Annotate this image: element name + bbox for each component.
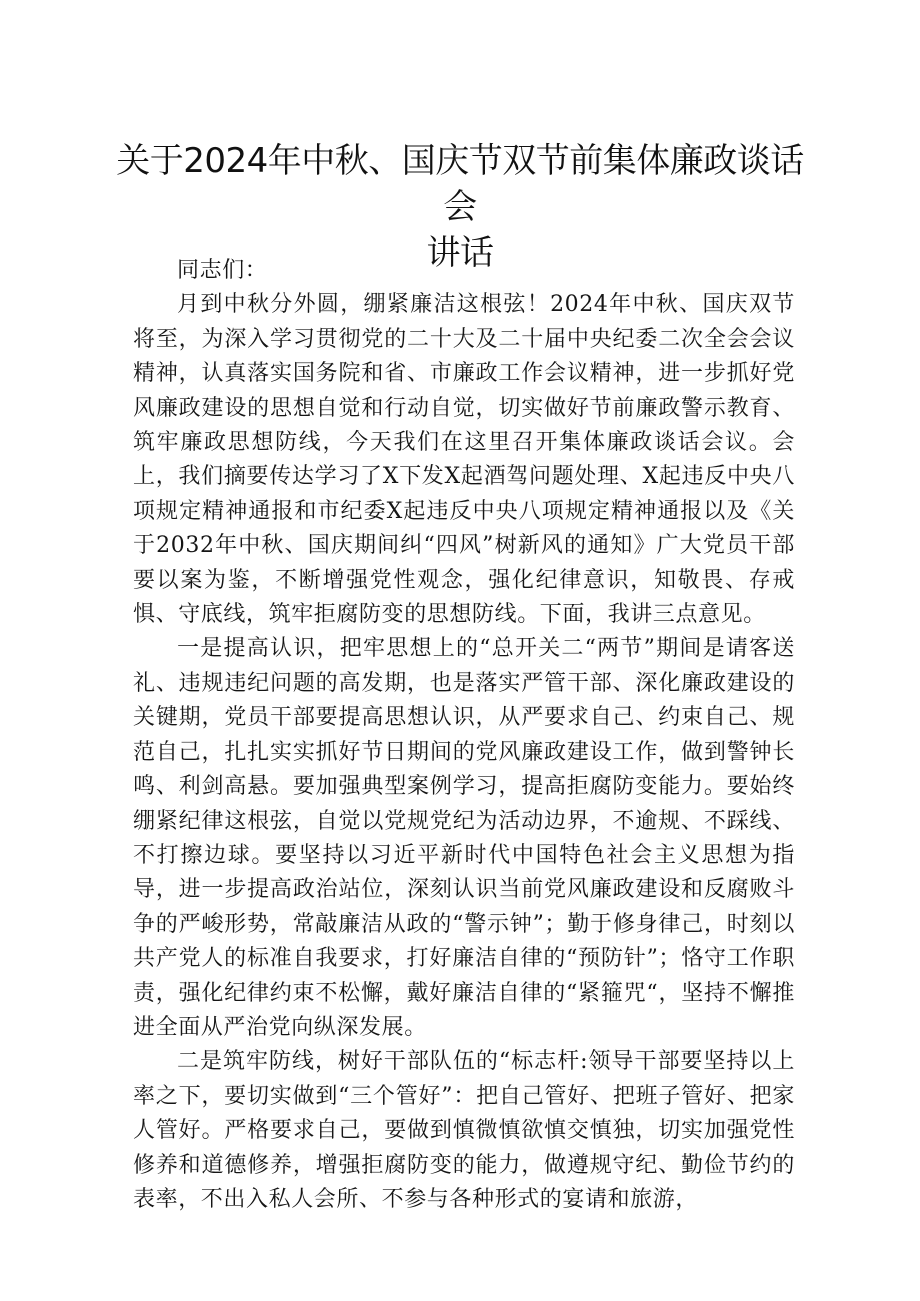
body-paragraph-1: 月到中秋分外圆，绷紧廉洁这根弦！2024年中秋、国庆双节将至，为深入学习贯彻党的二十大及二十届中央纪委二次全会会议精神，认真落实国务院和省、市廉政工作会议精神，进一步抓好党风廉政建设的思想自觉和行动自觉，切实做好节前廉政警示教育、筑牢廉政思想防线，今天我们在这里召开集体廉政谈话会议。会上，我们摘要传达学习了X下发X起酒驾问题处理、X起违反中央八项规定精神通报和市纪委X起违反中央八项规定精神通报以及《关于2032年中秋、国庆期间纠“四风”树新风的通知》广大党员干部要以案为鉴，不断增强党性观念，强化纪律意识，知敬畏、存戒惧、守底线，筑牢拒腐防变的思想防线。下面，我讲三点意见。 [133, 292, 795, 628]
salutation: 同志们： [177, 258, 268, 283]
title-line-2: 讲话 [426, 233, 494, 273]
document-body [133, 254, 795, 1217]
body-paragraph-2: 一是提高认识，把牢思想上的“总开关二“两节”期间是请客送礼、违规违纪问题的高发期，也是落实严管干部、深化廉政建设的关键期，党员干部要提高思想认识，从严要求自己、约束自己、规范自己，扎扎实实抓好节日期间的党风廉政建设工作，做到警钟长鸣、利剑高悬。要加强典型案例学习，提高拒腐防变能力。要始终绷紧纪律这根弦，自觉以党规党纪为活动边界，不逾规、不踩线、不打擦边球。要坚持以习近平新时代中国特色社会主义思想为指导，进一步提高政治站位，深刻认识当前党风廉政建设和反腐败斗争的严峻形势，常敲廉洁从政的“警示钟”；勤于修身律己，时刻以共产党人的标准自我要求，打好廉洁自律的“预防针”；恪守工作职责，强化纪律约束不松懈，戴好廉洁自律的“紧箍咒“，坚持不懈推进全面从严治党向纵深发展。 [133, 636, 795, 1040]
body-paragraph-3: 二是筑牢防线，树好干部队伍的“标志杆:领导干部要坚持以上率之下，要切实做到“三个管好”：把自己管好、把班子管好、把家人管好。严格要求自己，要做到慎微慎欲慎交慎独，切实加强党性修养和道德修养，增强拒腐防变的能力，做遵规守纪、勤俭节约的表率，不出入私人会所、不参与各种形式的宴请和旅游， [133, 1049, 795, 1212]
title-line-1: 关于2024年中秋、国庆节双节前集体廉政谈话会 [116, 141, 804, 227]
